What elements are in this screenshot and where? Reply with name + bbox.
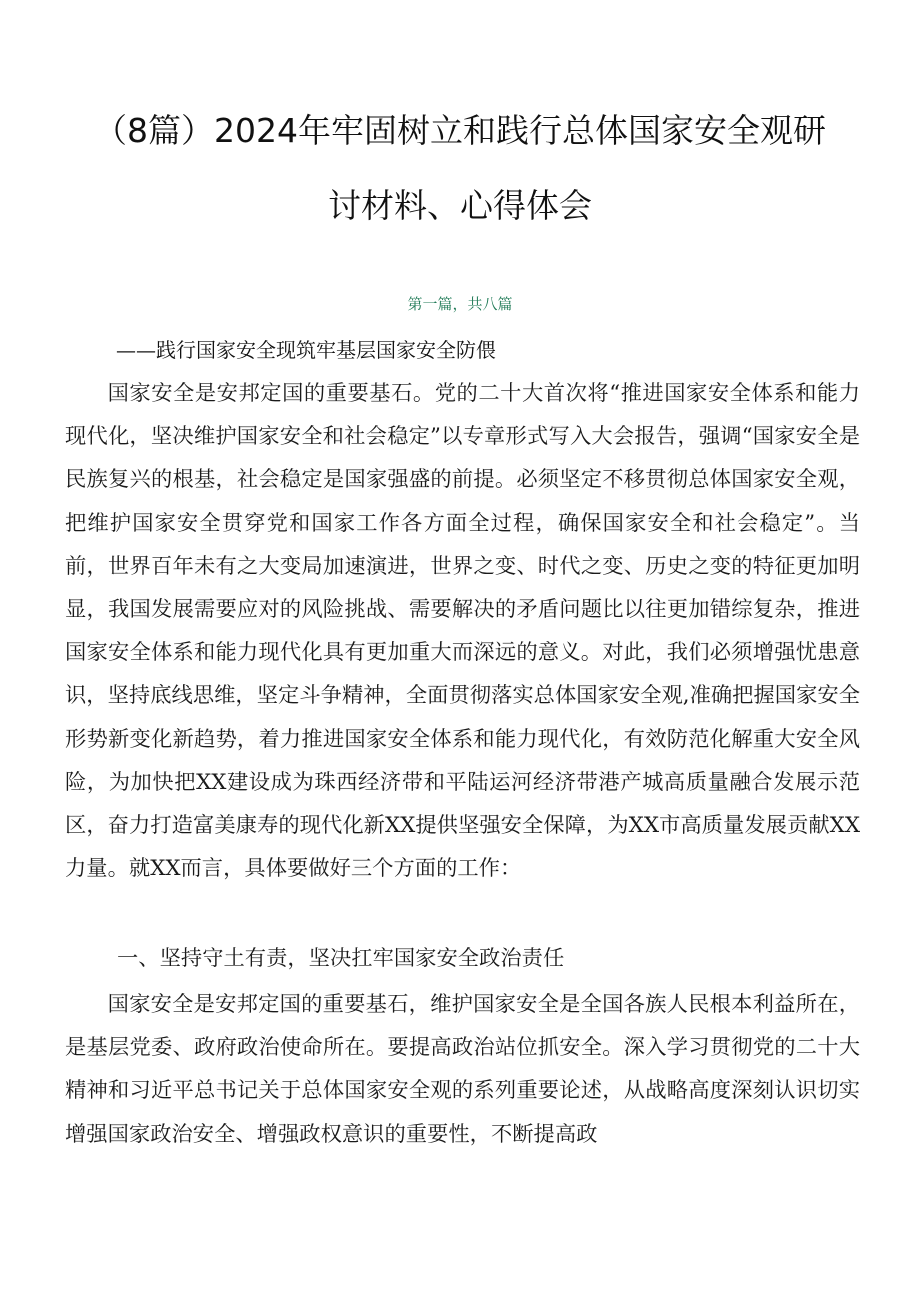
document-title-line-2: 讨材料、心得体会 <box>328 186 592 225</box>
document-title-line-1: （8篇）2024年牢固树立和践行总体国家安全观研 <box>94 111 826 150</box>
section-heading-1: 一、坚持守土有责，坚决扛牢国家安全政治责任 <box>117 946 565 971</box>
body-paragraph-2: 国家安全是安邦定国的重要基石，维护国家安全是全国各族人民根本利益所在，是基层党委、政府政治使命所在。要提高政治站位抓安全。深入学习贯彻党的二十大精神和习近平总书记关于总体国家安全观的系列重要论述，从战略高度深刻认识切实增强国家政治安全、增强政权意识的重要性，不断提高政 <box>65 992 860 1147</box>
body-paragraph-1: 国家安全是安邦定国的重要基石。党的二十大首次将“推进国家安全体系和能力现代化，坚决维护国家安全和社会稳定”以专章形式写入大会报告，强调“国家安全是民族复兴的根基，社会稳定是国家强盛的前提。必须坚定不移贯彻总体国家安全观，把维护国家安全贯穿党和国家工作各方面全过程，确保国家安全和社会稳定”。当前，世界百年未有之大变局加速演进，世界之变、时代之变、历史之变的特征更加明显，我国发展需要应对的风险挑战、需要解决的矛盾问题比以往更加错综复杂，推进国家安全体系和能力现代化具有更加重大而深远的意义。对此，我们必须增强忧患意识，坚持底线思维，坚定斗争精神，全面贯彻落实总体国家安全观,准确把握国家安全形势新变化新趋势，着力推进国家安全体系和能力现代化，有效防范化解重大安全风险，为加快把XX建设成为珠西经济带和平陆运河经济带港产城高质量融合发展示范区，奋力打造富美康寿的现代化新XX提供坚强安全保障，为XX市高质量发展贡献XX力量。就XX而言，具体要做好三个方面的工作： <box>65 381 860 882</box>
section-label: 第一篇，共八篇 <box>407 295 513 313</box>
article-subtitle: ——践行国家安全现筑牢基层国家安全防偎 <box>116 338 496 362</box>
